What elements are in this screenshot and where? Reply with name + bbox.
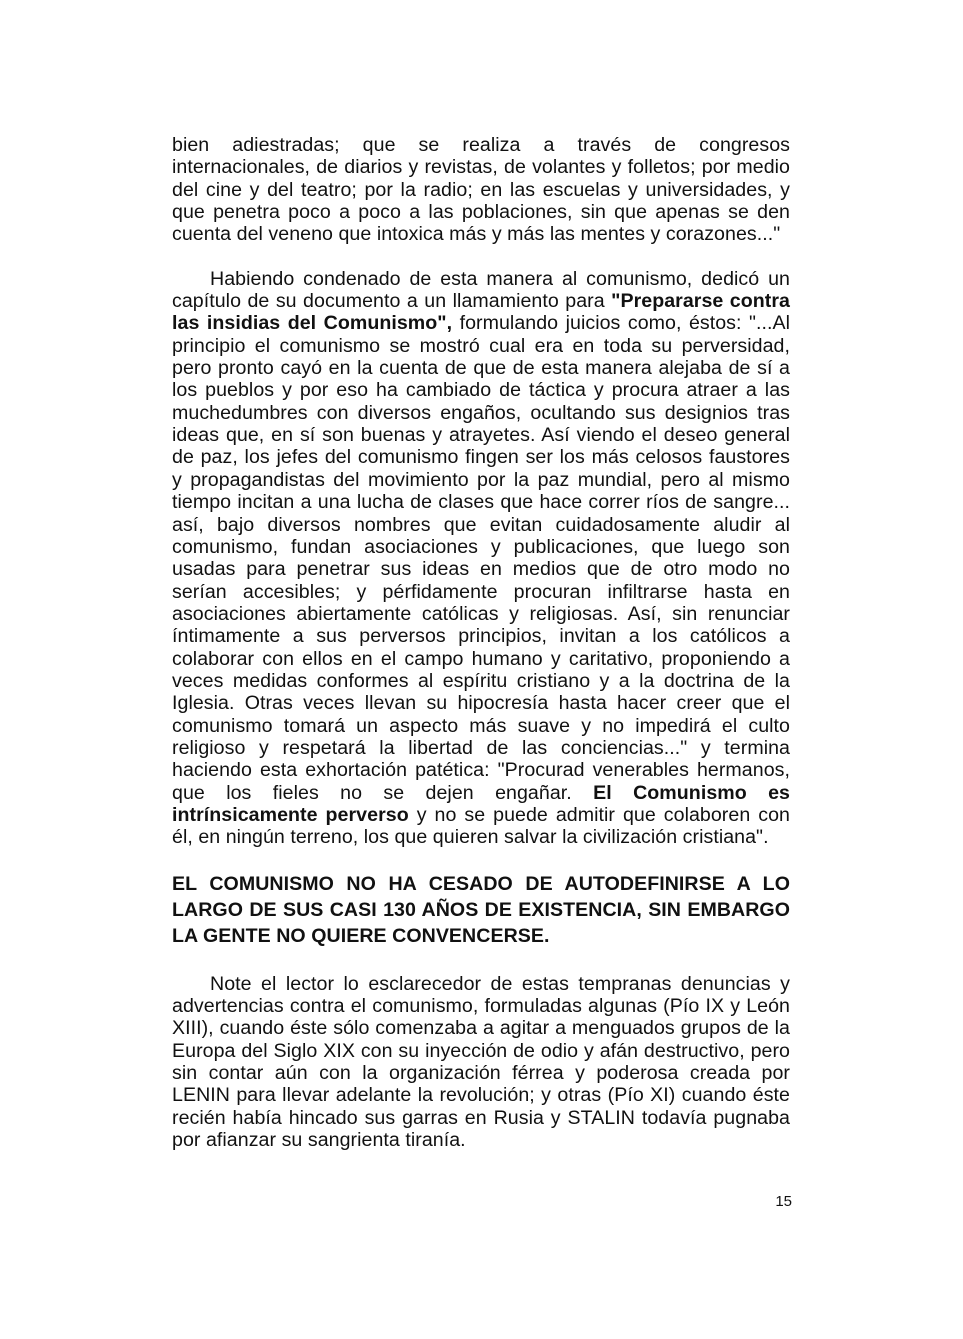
paragraph-text: formulando juicios como, éstos: "...Al principio el comunismo se mostró cual era en toda su perversidad, pero pronto cayó en la cuenta de que de esta manera alejaba de sí a los pueblos y por eso ha cambiado de táctica y procura atraer a las muchedumbres con diversos engaños, ocultando sus designios tras ideas que, en sí son buenas y atrayetes. Así viendo el deseo general de paz, los jefes del comunismo fingen ser los más celosos faustores y propagandistas del movimiento por la paz mundial, pero al mismo tiempo incitan a una lucha de clases que hace correr ríos de sangre... así, bajo diversos nombres que evitan cuidadosamente aludir al comunismo, fundan asociaciones y publicaciones, que luego son usadas para penetrar sus ideas en medios que de otro modo no serían accesibles; y pérfidamente procuran infiltrarse hasta en asociaciones abiertamente católicas y religiosas. Así, sin renunciar íntimamente a sus perversos principios, invitan a los católicos a colaborar con ellos en el campo humano y caritativo, proponiendo a veces medidas conformes al espíritu cristiano y a la doctrina de la Iglesia. Otras veces llevan su hipocresía hasta hacer creer que el comunismo tomará un aspecto más suave y no impedirá el culto religioso y respetará la libertad de las conciencias..." y termina haciendo esta exhortación patética: "Procurad venerables hermanos, que los fieles no se dejen engañar. xyxy=(172,312,791,804)
paragraph-continuation: bien adiestradas; que se realiza a través de congresos internacionales, de diarios y revistas, de volantes y folletos; por medio del cine y del teatro; por la radio; en las escuelas y universidades, y que penetra poco a poco a las poblaciones, sin que apenas se den cuenta del veneno que intoxica más y más las mentes y corazones..." xyxy=(172,134,790,246)
bold-phrase-intrinsicamente-perverso: El Comunismo es intrínsicamente perverso xyxy=(172,781,791,826)
paragraph-text: Habiendo condenado de esta manera al comunismo, dedicó un capítulo de su documento a un llamamiento para xyxy=(172,267,790,313)
paragraph-commentary: Note el lector lo esclarecedor de estas tempranas denuncias y advertencias contra el comunismo, formuladas algunas (Pío IX y León XIII), cuando éste sólo comenzaba a agitar a menguados grupos de la Europa del Siglo XIX con su inyección de odio y afán destructivo, pero sin contar aún con la organización férrea y poderosa creada por LENIN para llevar adelante la revolución; y otras (Pío XI) cuando éste recién había hincado sus garras en Rusia y STALIN todavía pugnaba por afianzar su sangrienta tiranía. xyxy=(172,972,790,1152)
paragraph-text: y no se puede admitir que colaboren con él, en ningún terreno, los que quieren salvar la civilización cristiana". xyxy=(172,803,790,849)
paragraph-encyclical-quote xyxy=(172,268,790,849)
section-heading: EL COMUNISMO NO HA CESADO DE AUTODEFINIRSE A LO LARGO DE SUS CASI 130 AÑOS DE EXISTENCIA, SIN EMBARGO LA GENTE NO QUIERE CONVENCERSE. xyxy=(172,872,790,947)
bold-phrase-prepararse: "Prepararse contra las insidias del Comunismo", xyxy=(172,290,790,335)
page-body xyxy=(172,134,790,1151)
page-number: 15 xyxy=(775,1193,792,1210)
